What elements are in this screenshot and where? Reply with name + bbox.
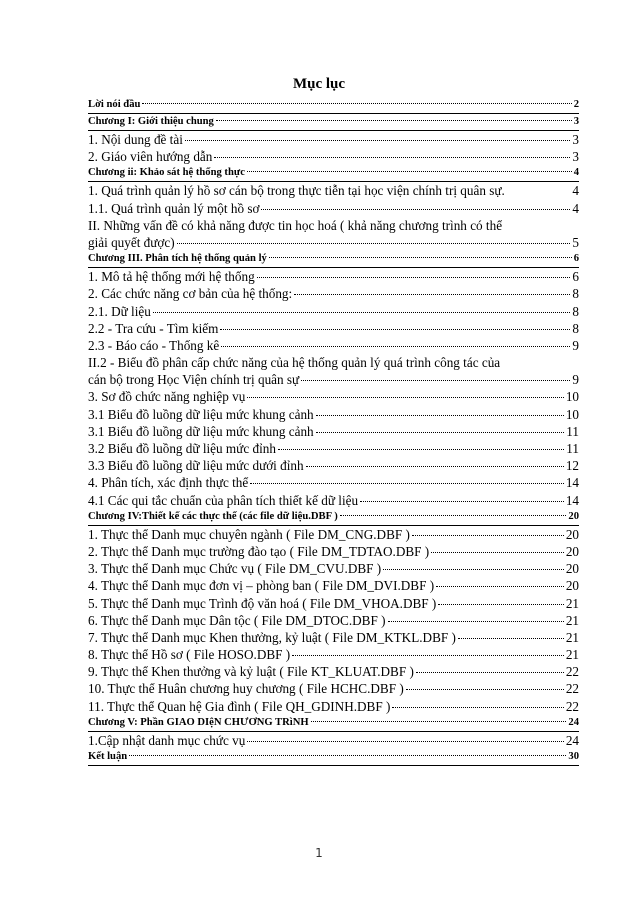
toc-entry-label: 1.Cập nhật danh mục chức vụ <box>88 732 246 748</box>
toc-entry-page: 4 <box>573 167 579 179</box>
dot-leader <box>129 755 566 756</box>
toc-entry[interactable] <box>88 457 579 474</box>
toc-entry-label: 6. Thực thể Danh mục Dân tộc ( File DM_DTOC.DBF ) <box>88 612 386 628</box>
toc-entry-page: 30 <box>568 751 579 762</box>
dot-leader <box>177 243 571 244</box>
toc-entry-page: 6 <box>572 269 579 285</box>
dot-leader <box>216 120 572 121</box>
dot-leader <box>247 171 572 172</box>
dot-leader <box>306 466 564 467</box>
toc-entry-page: 11 <box>566 423 579 439</box>
dot-leader <box>416 672 564 673</box>
toc-entry[interactable] <box>88 680 579 697</box>
toc-entry-label: 11. Thực thể Quan hệ Gia đình ( File QH_GDINH.DBF ) <box>88 698 391 714</box>
toc-entry[interactable] <box>88 646 579 663</box>
toc-entry-page: 21 <box>565 647 579 663</box>
toc-entry-page: 6 <box>573 253 579 265</box>
toc-entry[interactable] <box>88 492 579 509</box>
toc-entry-label: 4. Thực thể Danh mục đơn vị – phòng ban ( File DM_DVI.DBF ) <box>88 578 435 594</box>
toc-entry-page: 3 <box>573 116 579 127</box>
toc-entry[interactable] <box>88 526 579 543</box>
toc-entry-page: 20 <box>565 543 579 559</box>
toc-entry[interactable] <box>88 388 579 405</box>
toc-entry-label: Kết luận <box>88 751 128 762</box>
toc-entry-page: 20 <box>565 578 579 594</box>
toc-entry-page: 4 <box>572 183 579 199</box>
dot-leader <box>316 432 565 433</box>
toc-entry-label: Chương ii: Khảo sát hệ thống thực <box>88 167 245 179</box>
toc-entry[interactable] <box>88 251 579 268</box>
toc-entry-page: 20 <box>565 526 579 542</box>
dot-leader <box>392 707 563 708</box>
dot-leader <box>301 380 570 381</box>
toc-entry-label: II. Những vấn đề có khả năng được tin học hoá ( khả năng chương trình có thể <box>88 217 503 233</box>
dot-leader <box>438 604 564 605</box>
toc-entry-line <box>88 354 579 371</box>
dot-leader <box>185 140 571 141</box>
dot-leader <box>247 397 563 398</box>
toc-entry-label: Lời nói đầu <box>88 99 141 110</box>
toc-entry[interactable] <box>88 234 579 251</box>
toc-entry-label: Chương I: Giới thiệu chung <box>88 116 214 127</box>
dot-leader <box>436 586 564 587</box>
toc-entry-label: 2. Các chức năng cơ bản của hệ thống: <box>88 286 293 302</box>
toc-entry-label: giải quyết được) <box>88 234 175 250</box>
dot-leader <box>214 157 570 158</box>
toc-entry-page: 5 <box>572 234 579 250</box>
toc-entry[interactable] <box>88 268 579 285</box>
toc-entry-page: 3 <box>572 149 579 165</box>
toc-entry[interactable] <box>88 114 579 131</box>
toc-entry-label: 1.1. Quá trình quản lý một hồ sơ <box>88 200 260 216</box>
toc-entry-page: 8 <box>572 286 579 302</box>
toc-entry-label: 3.2 Biểu đồ luồng dữ liệu mức đỉnh <box>88 441 276 456</box>
dot-leader <box>431 552 564 553</box>
page-number: 1 <box>315 846 323 860</box>
toc-entry-page: 9 <box>572 372 579 388</box>
toc-entry-page: 22 <box>565 698 579 714</box>
toc-entry[interactable] <box>88 560 579 577</box>
toc-entry-label: 3.1 Biểu đồ luồng dữ liệu mức khung cảnh <box>88 423 314 439</box>
toc-entry-page: 4 <box>572 200 579 216</box>
toc-entry-page: 12 <box>565 458 579 474</box>
toc-entry-label: 1. Thực thể Danh mục chuyên ngành ( File DM_CNG.DBF ) <box>88 526 410 542</box>
toc-entry[interactable] <box>88 165 579 182</box>
table-of-contents <box>88 97 579 766</box>
toc-entry-page: 2 <box>573 99 579 110</box>
toc-entry[interactable] <box>88 663 579 680</box>
toc-entry-page: 22 <box>565 664 579 680</box>
dot-leader <box>257 277 571 278</box>
toc-entry-label: 3.1 Biểu đồ luồng dữ liệu mức khung cảnh <box>88 406 314 422</box>
toc-entry-page: 14 <box>565 475 579 491</box>
toc-entry-label: 3. Thực thể Danh mục Chức vụ ( File DM_CVU.DBF ) <box>88 561 382 577</box>
toc-entry[interactable] <box>88 715 579 732</box>
toc-entry-label: 9. Thực thể Khen thưởng và kỷ luật ( File KT_KLUAT.DBF ) <box>88 664 414 680</box>
toc-entry-label: 3. Sơ đồ chức năng nghiệp vụ <box>88 389 246 405</box>
toc-entry-page: 10 <box>565 406 579 422</box>
toc-entry-label: Chương V: Phần GIAO DIệN CHƯƠNG TRìNH <box>88 716 309 728</box>
dot-leader <box>383 569 564 570</box>
toc-entry[interactable] <box>88 182 579 199</box>
toc-entry-label: 3.3 Biểu đồ luồng dữ liệu mức dưới đỉnh <box>88 458 304 474</box>
toc-entry[interactable] <box>88 595 579 612</box>
toc-entry-label: 4.1 Các qui tắc chuẩn của phân tích thiết kế dữ liệu <box>88 492 359 508</box>
toc-entry-page: 21 <box>565 595 579 611</box>
toc-entry-page: 10 <box>565 389 579 405</box>
toc-entry-label: 2.2 - Tra cứu - Tìm kiếm <box>88 320 219 336</box>
toc-entry-label: cán bộ trong Học Viện chính trị quân sự <box>88 372 300 388</box>
toc-entry-label: 2.3 - Báo cáo - Thống kê <box>88 337 220 353</box>
toc-entry-page: 24 <box>565 732 579 748</box>
dot-leader <box>311 721 567 722</box>
toc-entry-page: 20 <box>568 510 579 522</box>
toc-entry[interactable] <box>88 406 579 423</box>
toc-entry[interactable] <box>88 440 579 457</box>
toc-entry[interactable] <box>88 371 579 388</box>
toc-entry-page: 3 <box>572 132 579 147</box>
toc-title: Mục lục <box>292 76 346 92</box>
toc-entry-label: 1. Nội dung đề tài <box>88 132 183 147</box>
toc-entry-page: 8 <box>572 303 579 319</box>
toc-entry-page: 8 <box>572 320 579 336</box>
toc-entry-page: 11 <box>566 441 579 456</box>
dot-leader <box>247 741 564 742</box>
dot-leader <box>458 638 564 639</box>
toc-entry-label: 5. Thực thể Danh mục Trình độ văn hoá ( File DM_VHOA.DBF ) <box>88 595 437 611</box>
toc-entry[interactable] <box>88 612 579 629</box>
dot-leader <box>340 515 567 516</box>
toc-entry-label: 7. Thực thể Danh mục Khen thưởng, kỷ luật ( File DM_KTKL.DBF ) <box>88 629 456 645</box>
toc-entry-page: 21 <box>565 629 579 645</box>
dot-leader <box>292 655 564 656</box>
toc-entry-page: 22 <box>565 681 579 697</box>
toc-entry[interactable] <box>88 148 579 165</box>
toc-entry-label: 1. Mô tả hệ thống mới hệ thống <box>88 269 255 285</box>
toc-entry-page: 9 <box>572 337 579 353</box>
toc-entry-label: II.2 - Biểu đồ phân cấp chức năng của hệ thống quản lý quá trình công tác của <box>88 355 501 371</box>
toc-entry[interactable] <box>88 577 579 594</box>
dot-leader <box>220 329 570 330</box>
dot-leader <box>261 209 570 210</box>
dot-leader <box>294 294 570 295</box>
toc-entry[interactable] <box>88 303 579 320</box>
dot-leader <box>269 257 572 258</box>
toc-entry-label: 2.1. Dữ liệu <box>88 303 151 319</box>
dot-leader <box>142 103 571 104</box>
toc-entry[interactable] <box>88 285 579 302</box>
toc-entry[interactable] <box>88 97 579 114</box>
toc-entry[interactable] <box>88 543 579 560</box>
toc-entry-page: 14 <box>565 492 579 508</box>
dot-leader <box>278 449 564 450</box>
dot-leader <box>360 501 564 502</box>
toc-entry-line <box>88 217 579 234</box>
toc-entry[interactable] <box>88 732 579 749</box>
toc-entry[interactable] <box>88 200 579 217</box>
dot-leader <box>388 621 564 622</box>
dot-leader <box>250 483 564 484</box>
toc-entry-label: 10. Thực thể Huân chương huy chương ( File HCHC.DBF ) <box>88 681 404 697</box>
toc-entry-label: 4. Phân tích, xác định thực thể <box>88 475 249 491</box>
dot-leader <box>153 312 571 313</box>
toc-entry[interactable] <box>88 474 579 491</box>
dot-leader <box>406 689 564 690</box>
toc-entry-page: 20 <box>565 561 579 577</box>
toc-entry[interactable] <box>88 320 579 337</box>
dot-leader <box>221 346 570 347</box>
toc-entry-label: 8. Thực thể Hồ sơ ( File HOSO.DBF ) <box>88 647 291 663</box>
toc-entry[interactable] <box>88 337 579 354</box>
toc-entry-label: 1. Quá trình quản lý hồ sơ cán bộ trong thực tiễn tại học viện chính trị quân sự. <box>88 183 505 199</box>
dot-leader <box>412 535 564 536</box>
toc-entry[interactable] <box>88 509 579 526</box>
toc-entry[interactable] <box>88 423 579 440</box>
toc-entry[interactable] <box>88 629 579 646</box>
dot-leader <box>316 415 564 416</box>
toc-entry-page: 21 <box>565 612 579 628</box>
toc-entry-label: 2. Thực thể Danh mục trường đào tạo ( File DM_TDTAO.DBF ) <box>88 543 430 559</box>
toc-entry-label: Chương IV:Thiết kế các thực thể (các file dữ liệu.DBF ) <box>88 510 338 522</box>
toc-entry-label: Chương III. Phân tích hệ thống quản lý <box>88 253 267 265</box>
toc-entry[interactable] <box>88 698 579 715</box>
toc-entry-page: 24 <box>568 716 579 728</box>
toc-entry[interactable] <box>88 131 579 148</box>
toc-entry[interactable] <box>88 749 579 766</box>
toc-entry-label: 2. Giáo viên hướng dẫn <box>88 149 213 165</box>
